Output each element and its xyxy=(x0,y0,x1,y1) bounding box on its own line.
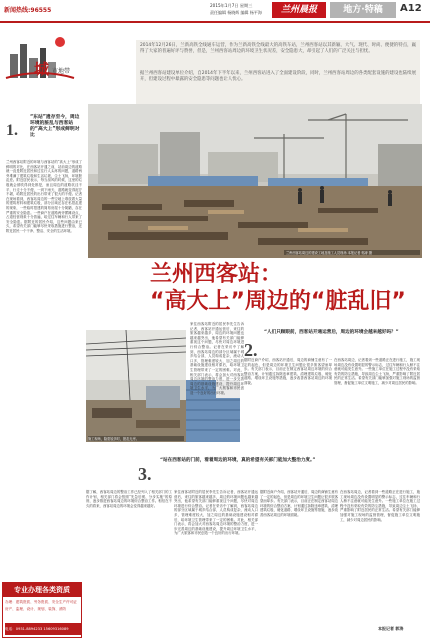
section-label: 地方·特稿 xyxy=(330,2,396,18)
section-number-1: 1. xyxy=(6,122,18,139)
hotline: 新闻热线:96555 xyxy=(4,7,52,14)
issue-date: 2015年1月7日 星期三 xyxy=(210,3,253,8)
masthead: 兰州晨报 xyxy=(272,2,326,18)
byline: 本报记者 郭涛 xyxy=(378,626,404,631)
ad-title: 专业办理各类资质 xyxy=(3,583,81,597)
article-col1-text: 兰州西客站附近的环境与西客站的“高大上”形成了鲜明的对比，在西客站开通之前，站前周边的道路就一直是附近居民和过往行人头疼的问题，道路两旁堆满了建筑垃圾和生活垃圾，尘土飞扬，环境脏乱差。附近居民表示，每当刮风的时候，这里的垃圾就会被吹得到处都是，而且周边的道路坑洼不平，行走十分不便，一到下雨天，道路就变得泥泞不堪，给附近居民的出行带来了很大的不便。记者在现场看到，西客站周边的一些空地上堆放着大量的建筑材料和建筑垃圾，部分区域还存在私搭乱建的现象，一些临时搭建的简易房屋十分简陋，存在严重的安全隐患。一些商户在道路两旁摆摊设点，占道经营现象十分普遍，给过往车辆和行人带来了安全隐患。据附近的居民介绍，这些问题由来已久，希望有关部门能够尽快采取措施进行整治，还附近居民一个干净、整洁、安全的生活环境。 xyxy=(6,160,82,233)
page-header xyxy=(0,0,430,22)
article-col3-text: 据附近商户介绍，西客站开通后，周边的商铺生意有了一定的起色，但是周边的环境卫生问题让很多旅客望而却步。有关部门表示，目前正在制定西客站周边环境的综合整治方案，计划通过拆除违章建筑、清理建筑垃圾、硬化道路、增设环卫设施等措施，逐步改善西客站周边的环境面貌。 xyxy=(244,358,332,385)
header-rule xyxy=(0,21,430,23)
subhead-3: “站在西客站的门前，看着周边的环境，真的希望有关部门能加大整治力度。” xyxy=(160,458,316,463)
page-number: A12 xyxy=(400,3,422,14)
ad-line-1: 办理：建筑资质、劳务资质、安全生产许可证 xyxy=(5,600,77,604)
subhead-2: “人们只顾眼前，西客站开通运营后，周边的环境会越来越好吗？” xyxy=(264,330,399,335)
article-col2-text: 家住西客站附近的居民李先生告诉记者，西客站开通运营后，来往的旅客越来越多，周边的环境问题也越来越突出，他希望有关部门能够重视这个问题，尽快对周边环境进行综合整治。记者在采访中了解到，西客站周边的部分区域属于城乡结合部，人员构成复杂，流动人口多，管理难度较大，加之周边的基础设施建设相对滞后，给环境卫生管理带来了一定的困难。对此，相关部门表示，将会加大对西客站周边环境的整治力度，进一步完善周边的基础设施建设，提升周边环境卫生水平，为广大旅客和市民创造一个良好的出行环境。 xyxy=(190,322,244,395)
article-col7-text: 据附近商户介绍，西客站开通后，周边的商铺生意有了一定的起色，但是周边的环境卫生问题让很多旅客望而却步。有关部门表示，目前正在制定西客站周边环境的综合整治方案，计划通过拆除违章建筑、清理建筑垃圾、硬化道路、增设环卫设施等措施，逐步改善西客站周边的环境面貌。 xyxy=(260,490,338,517)
intro-para-2: 据兰州西客站建设单位介绍，自2014年下半年以来，兰州西客站进入了全面建设阶段，同时，兰州西客站周边的各类配套设施的建设也陆续展开，但建设过程中暴露的安全隐患等问题也让人忧心。 xyxy=(140,71,416,82)
headline-line-2: “高大上”周边的“脏乱旧” xyxy=(150,289,406,314)
subhead-1: “东站”遗存至今，周边环境的脏乱与西客站的“高大上”形成鲜明对比 xyxy=(30,115,80,138)
logo-small-text: 市地带 xyxy=(52,68,71,75)
ad-line-2: 房产、监理、设计、规划、装饰、消防 xyxy=(5,607,67,611)
article-col6-text: 家住西客站附近的居民李先生告诉记者，西客站开通运营后，来往的旅客越来越多，周边的环境问题也越来越突出，他希望有关部门能够重视这个问题，尽快对周边环境进行综合整治。记者在采访中了解到，西客站周边的部分区域属于城乡结合部，人员构成复杂，流动人口多，管理难度较大，加之周边的基础设施建设相对滞后，给环境卫生管理带来了一定的困难。对此，相关部门表示，将会加大对西客站周边环境的整治力度，进一步完善周边的基础设施建设，提升周边环境卫生水平，为广大旅客和市民创造一个良好的出行环境。 xyxy=(174,490,258,536)
headline-line-1: 兰州西客站： xyxy=(150,262,283,287)
article-col4-text: 在西客站周边，记者看到一些道路正在进行施工，施工现场周边没有设置明显的警示标志，过往车辆和行人稍不注意就可能发生意外。一些施工单位在施工过程中没有采取有效的防尘措施，导致周边尘土飞扬，严重影响了附近居民的正常生活。希望有关部门能够加强对施工现场的监督管理，督促施工单位文明施工，减少对周边居民的影响。 xyxy=(334,358,420,385)
section-number-2: 2. xyxy=(244,340,258,360)
photo-caption-2: 施工现场，隐患较多时，脏乱无序。 xyxy=(88,436,184,441)
city-column-logo xyxy=(4,28,76,88)
section-number-3: 3. xyxy=(138,464,152,484)
headline xyxy=(150,262,420,322)
classified-ad xyxy=(2,582,82,638)
intro-para-1: 2014年12月26日，兰新高铁全线通车运营，作为兰新高铁全线最大的高铁车站，兰州西客站以其新颖、大气、现代、时尚、便捷的特点，赢得了大家的普遍好评与赞誉，但是，兰州西客站周边的环境卫生状况差，安全隐患大，却引起了人们的广泛关注与担忧。 xyxy=(140,43,416,54)
article-col5-text: 据了解，西客站周边的整治工作已经列入了相关部门的工作计划，相关部门将会按照“先急后缓、分步实施”的原则，逐步推进西客站周边的环境综合整治工作。相信在不久的将来，西客站周边的环境会变得越来越好。 xyxy=(86,490,172,508)
logo-big-char: 城 xyxy=(34,60,50,78)
photo-caption: 兰州西客站周边的建设工地及施工人员现场 本报记者 郭涛 摄 xyxy=(284,250,420,255)
ad-phone: 电话：0931-8894233 15609316089 xyxy=(5,623,81,635)
article-col8-text: 在西客站周边，记者看到一些道路正在进行施工，施工现场周边没有设置明显的警示标志，过往车辆和行人稍不注意就可能发生意外。一些施工单位在施工过程中没有采取有效的防尘措施，导致周边尘土飞扬，严重影响了附近居民的正常生活。希望有关部门能够加强对施工现场的监督管理，督促施工单位文明施工，减少对周边居民的影响。 xyxy=(340,490,420,522)
power-line-photo xyxy=(86,330,186,442)
construction-site-photo xyxy=(88,104,422,258)
intro-box xyxy=(136,40,420,104)
editors: 责任编辑 杨晓辉 编辑 杨平海 xyxy=(210,10,262,15)
